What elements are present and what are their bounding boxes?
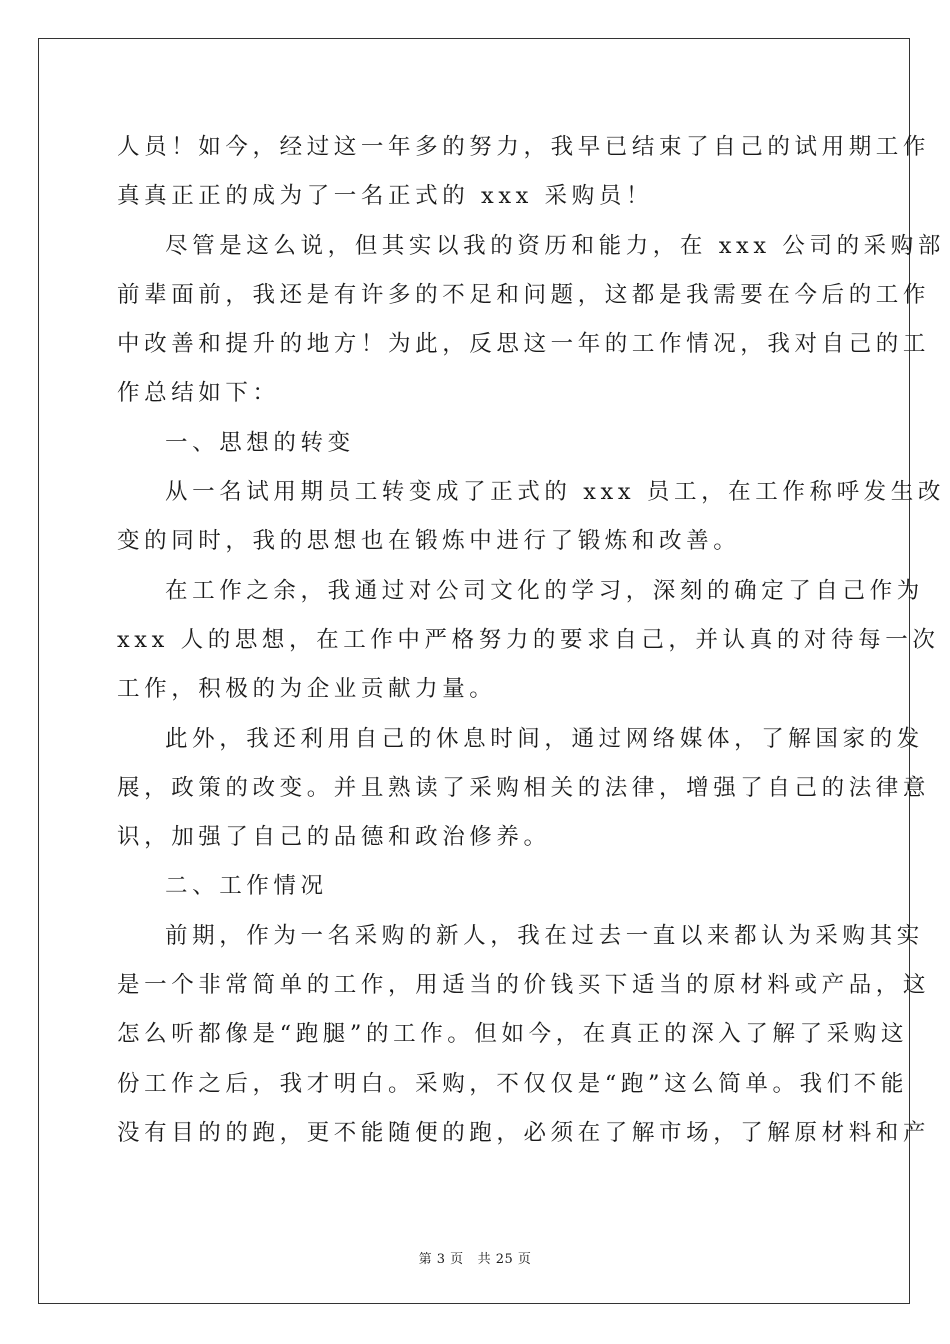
current-page-number: 第 3 页 [418, 1252, 464, 1267]
text-line: 变的同时，我的思想也在锻炼中进行了锻炼和改善。 [117, 528, 741, 555]
text-line: 中改善和提升的地方！为此，反思这一年的工作情况，我对自己的工 [117, 331, 931, 358]
text-line: 前辈面前，我还是有许多的不足和问题，这都是我需要在今后的工作 [117, 281, 931, 308]
text-line: 从一名试用期员工转变成了正式的 xxx 员工，在工作称呼发生改 [165, 479, 945, 506]
text-line: 工作，积极的为企业贡献力量。 [117, 676, 497, 703]
text-line: 是一个非常简单的工作，用适当的价钱买下适当的原材料或产品，这 [117, 972, 931, 999]
text-line: 此外，我还利用自己的休息时间，通过网络媒体，了解国家的发 [165, 725, 924, 752]
text-line: 识，加强了自己的品德和政治修养。 [117, 824, 551, 851]
text-line: 尽管是这么说，但其实以我的资历和能力，在 xxx 公司的采购部 [165, 232, 945, 259]
text-line: 前期，作为一名采购的新人，我在过去一直以来都认为采购其实 [165, 922, 924, 949]
text-line: 没有目的的跑，更不能随便的跑，必须在了解市场，了解原材料和产 [117, 1119, 931, 1146]
text-line: 人员！如今，经过这一年多的努力，我早已结束了自己的试用期工作 [117, 134, 931, 160]
text-line: 展，政策的改变。并且熟读了采购相关的法律，增强了自己的法律意 [117, 774, 931, 801]
text-line: 在工作之余，我通过对公司文化的学习，深刻的确定了自己作为 [165, 577, 924, 604]
text-line: 真真正正的成为了一名正式的 xxx 采购员！ [117, 183, 654, 210]
text-line: 份工作之后，我才明白。采购，不仅仅是“跑”这么简单。我们不能 [117, 1070, 909, 1097]
section-heading: 二、工作情况 [165, 873, 328, 900]
total-page-count: 共 25 页 [477, 1252, 532, 1267]
page-footer [0, 1248, 950, 1267]
text-line: xxx 人的思想，在工作中严格努力的要求自己，并认真的对待每一次 [117, 626, 940, 653]
text-line: 怎么听都像是“跑腿”的工作。但如今，在真正的深入了解了采购这 [117, 1021, 909, 1048]
text-line: 作总结如下： [117, 380, 280, 407]
document-body [117, 123, 945, 1158]
section-heading: 一、思想的转变 [165, 429, 355, 456]
